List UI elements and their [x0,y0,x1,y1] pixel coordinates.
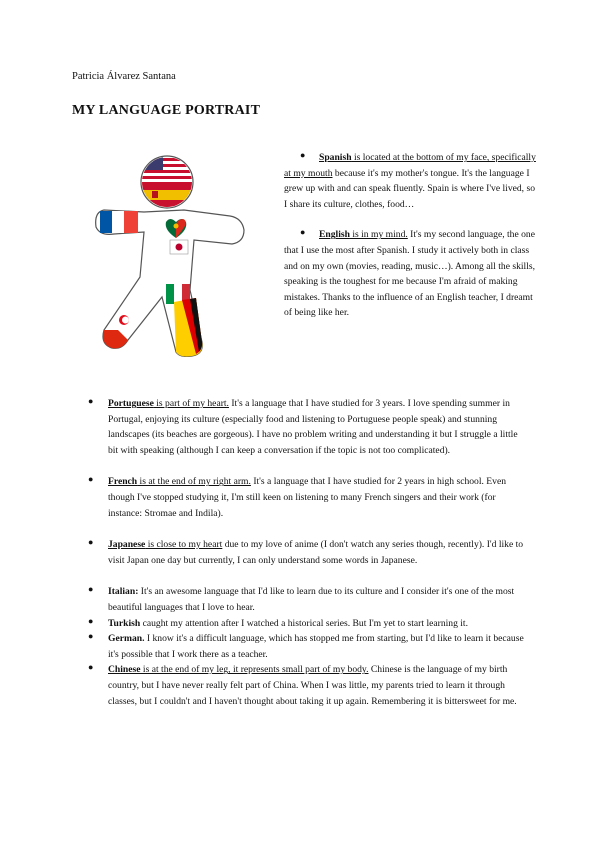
page-title: MY LANGUAGE PORTRAIT [72,103,261,118]
paragraph-english [284,227,536,321]
paragraph-spanish [284,150,536,212]
bullet-icon: ● [88,537,94,548]
list-item-french [88,474,528,521]
language-name: English [319,229,350,241]
language-name: German. [108,633,145,645]
list-item-turkish [88,616,528,632]
bullet-icon: ● [88,474,94,485]
paragraph-portuguese [108,396,528,458]
language-portrait-figure [84,152,262,357]
language-description: because it's my mother's tongue. It's the language I grew up with and can speak fluently. Spain is where I've lived, so I share its culture, clothes, food… [284,167,536,210]
language-description: It's a language that I have studied for 2 years in high school. Even though I've stopped studying it, I'm still keen on listening to many French singers and their work (for instance: Stromae and Indila). [108,476,507,519]
bullet-icon: ● [300,227,306,238]
list-item-italian [88,584,528,615]
list-item-german [88,631,528,662]
bullet-icon: ● [88,662,94,673]
bullet-icon: ● [88,584,94,595]
language-location: is part of my heart. [153,398,229,409]
language-name: French [108,476,138,488]
list-item-portuguese [88,396,528,458]
bullet-icon: ● [300,150,306,160]
paragraph-japanese [108,537,528,568]
language-description: due to my love of anime (I don't watch any series though, recently). I'd like to visit Japan one day but currently, I can only understand some words in Japanese. [108,539,524,566]
language-location: is in my mind. [349,229,408,241]
language-name: Portuguese [108,398,154,409]
language-description: It's an awesome language that I'd like to learn due to its culture and I consider it's one of the most beautiful languages that I love to hear. [108,586,515,613]
language-location: is located at the bottom of my face, specifically at my mouth [284,152,536,179]
author-name: Patricia Álvarez Santana [72,71,176,82]
paragraph-italian [108,584,528,615]
gingerbread-figure-icon [84,152,262,357]
language-name: Japanese [108,539,146,551]
list-item-japanese [88,537,528,568]
language-description: Chinese is the language of my birth country, but I have never really felt part of China. When I was little, my parents tried to learn it through classes, but I couldn't and I haven't thought about taking it up again. Remembering it is bittersweet for me. [108,664,517,707]
list-item-english [284,227,536,321]
bullet-icon: ● [88,615,94,626]
bullet-icon: ● [88,631,94,642]
language-name: Turkish [108,617,141,629]
paragraph-turkish [108,616,528,632]
paragraph-german [108,631,528,662]
language-location: is close to my heart [145,539,223,551]
language-location: is at the end of my right arm. [137,476,251,488]
paragraph-french [108,474,528,521]
language-location: is at the end of my leg, it represents small part of my body. [140,664,369,676]
language-list [88,396,528,709]
language-description: I know it's a difficult language, which has stopped me from starting, but I'd like to learn it because it's possible that I work there as a teacher. [108,633,524,660]
list-item-chinese [88,662,528,709]
language-description: It's a language that I have studied for 3 years. I love spending summer in Portugal, enjoying its culture (especially food and listening to Portuguese people speak) and stunning landscapes (its beaches are gorgeous). I have no problem writing and understanding it but I struggle a little bit with speaking (although I can keep a conversation if the topic is not too complicated). [108,398,518,456]
language-description: It's my second language, the one that I use the most after Spanish. I study it actively both in class and on my own (movies, reading, music…). Among all the skills, speaking is the toughest for me because I'm afraid of making mistakes. Thanks to the influence of an English teacher, I dreamt of being like her. [284,229,536,319]
language-name: Spanish [319,152,352,163]
right-column-text [284,150,536,336]
bullet-icon: ● [88,396,94,406]
language-name: Italian: [108,586,139,598]
paragraph-chinese [108,662,528,709]
list-item-spanish [284,150,536,212]
language-name: Chinese [108,664,141,676]
language-description: caught my attention after I watched a historical series. But I'm yet to start learning it. [140,617,469,629]
